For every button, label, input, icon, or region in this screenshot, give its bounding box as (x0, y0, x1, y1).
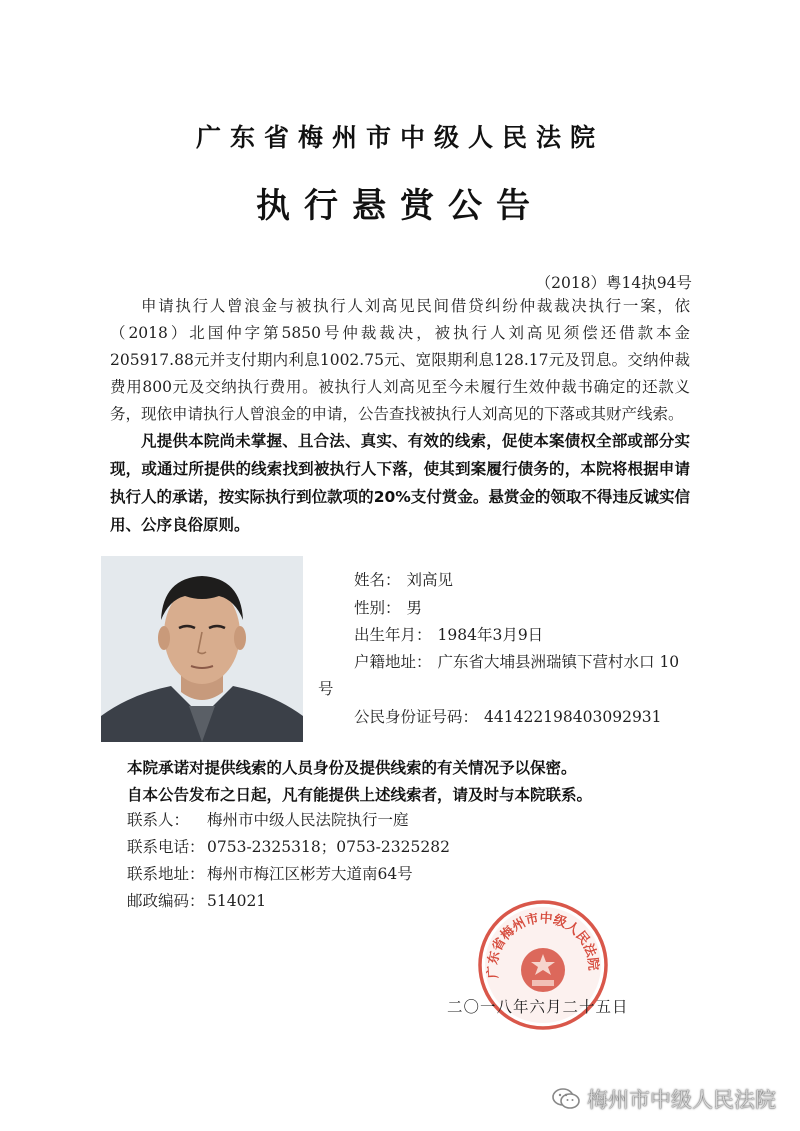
wechat-watermark (551, 1084, 776, 1114)
person-address-row (354, 650, 679, 672)
person-address: 广东省大埔县洲瑞镇下营村水口 10 (437, 653, 680, 671)
address-label: 户籍地址： (354, 653, 432, 671)
confidentiality-promise: 本院承诺对提供线索的人员身份及提供线索的有关情况予以保密。 (127, 759, 577, 777)
contact-request: 自本公告发布之日起，凡有能提供上述线索者，请及时与本院联系。 (127, 786, 593, 804)
contact-phone-label: 联系电话： (127, 838, 205, 856)
person-address-cont: 号 (318, 680, 334, 698)
seal-text: 广东省梅州市中级人民法院 (485, 911, 601, 979)
issue-date: 二〇一八年六月二十五日 (447, 998, 629, 1016)
portrait-image (101, 556, 303, 742)
watermark-text: 梅州市中级人民法院 (587, 1088, 776, 1112)
gender-label: 性别： (354, 599, 401, 617)
contact-zip: 514021 (207, 892, 267, 910)
contact-phone: 0753-2325318；0753-2325282 (207, 838, 450, 856)
contact-zip-label: 邮政编码： (127, 892, 205, 910)
contact-person-row (127, 808, 409, 830)
wechat-icon (551, 1086, 581, 1112)
case-number: （2018）粤14执94号 (535, 274, 692, 292)
contact-address-label: 联系地址： (127, 865, 205, 883)
contact-person-label: 联系人： (127, 811, 190, 829)
contact-phone-row (127, 835, 450, 857)
reward-paragraph: 凡提供本院尚未掌握、且合法、真实、有效的线索，促使本案债权全部或部分实现，或通过所提供的线索找到被执行人下落，使其到案履行债务的，本院将根据申请执行人的承诺，按实际执行到位款项的20%支付赏金。悬赏金的领取不得违反诚实信用、公序良俗原则。 (110, 432, 690, 534)
id-label: 公民身份证号码： (354, 708, 479, 726)
person-name: 刘高见 (406, 571, 454, 589)
person-id-number: 441422198403092931 (484, 708, 662, 726)
court-name: 广东省梅州市中级人民法院 (195, 123, 604, 152)
person-gender: 男 (406, 599, 423, 617)
contact-address-row (127, 862, 413, 884)
person-id-row (354, 705, 662, 727)
contact-address: 梅州市梅江区彬芳大道南64号 (207, 865, 413, 883)
person-gender-row (354, 596, 422, 618)
contact-person: 梅州市中级人民法院执行一庭 (207, 811, 409, 829)
notice-title: 执行悬赏公告 (256, 186, 544, 226)
person-name-row (354, 568, 453, 590)
birth-label: 出生年月： (354, 626, 432, 644)
person-birth-row (354, 623, 543, 645)
person-photo (101, 556, 303, 742)
case-paragraph: 申请执行人曾浪金与被执行人刘高见民间借贷纠纷仲裁裁决执行一案，依（2018）北国仲字第5850号仲裁裁决，被执行人刘高见须偿还借款本金205917.88元并支付期内利息1002.75元、宽限期利息128.17元及罚息。交纳仲裁费用800元及交纳执行费用。被执行人刘高见至今未履行生效仲裁书确定的还款义务，现依申请执行人曾浪金的申请，公告查找被执行人刘高见的下落或其财产线索。 (110, 297, 690, 423)
person-birth: 1984年3月9日 (437, 626, 544, 644)
contact-zip-row (127, 889, 266, 911)
name-label: 姓名： (354, 571, 401, 589)
